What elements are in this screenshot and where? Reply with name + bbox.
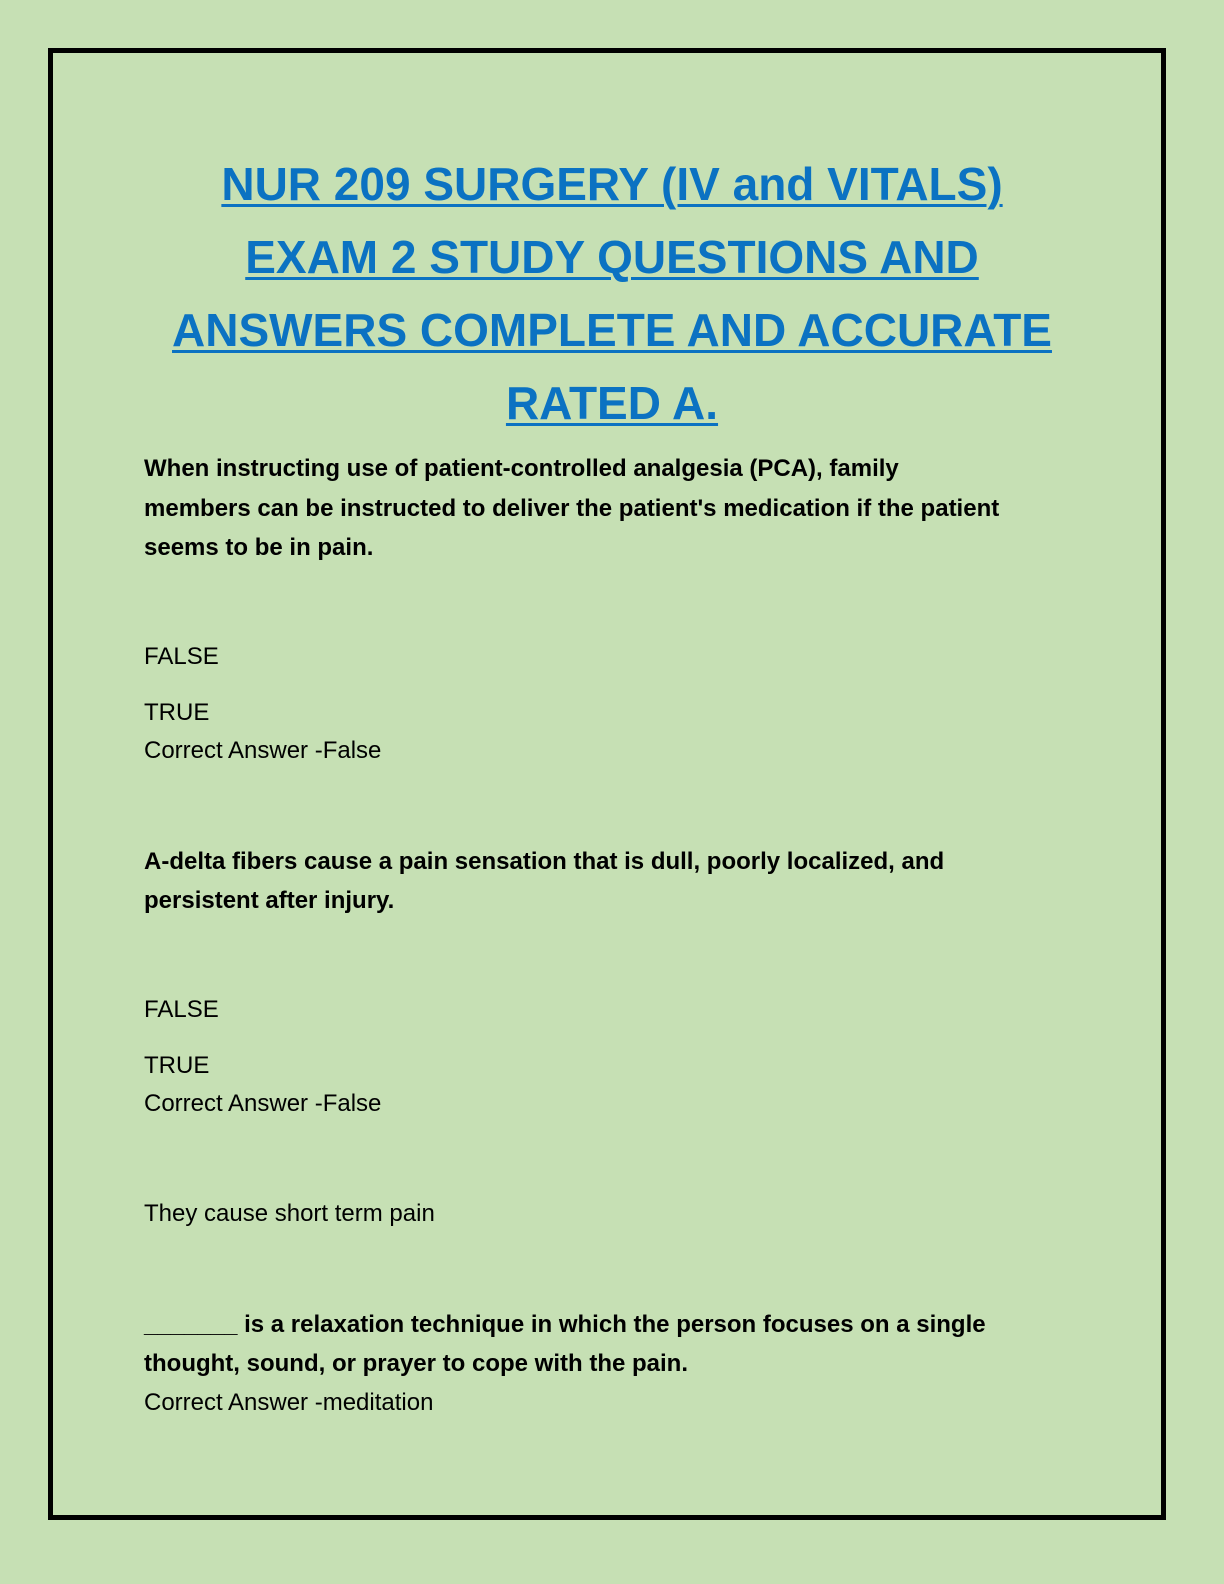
question-2-line: A-delta fibers cause a pain sensation that is dull, poorly localized, and xyxy=(144,848,945,875)
title-line: RATED A. xyxy=(505,377,719,429)
question-1-line: members can be instructed to deliver the patient's medication if the patient xyxy=(144,495,1000,522)
question-3-answer: Correct Answer -meditation xyxy=(144,1389,434,1416)
document-title xyxy=(60,148,1164,440)
question-3-line: thought, sound, or prayer to cope with the pain. xyxy=(144,1350,688,1377)
title-line: NUR 209 SURGERY (IV and VITALS) xyxy=(221,158,1003,210)
question-2-answer: Correct Answer -False xyxy=(144,1090,382,1117)
question-1-answer: Correct Answer -False xyxy=(144,737,382,764)
question-2-option-false: FALSE xyxy=(144,996,219,1023)
question-2-line: persistent after injury. xyxy=(144,887,395,914)
question-2-option-true: TRUE xyxy=(144,1052,210,1079)
question-1-line: seems to be in pain. xyxy=(144,534,374,561)
title-line: ANSWERS COMPLETE AND ACCURATE xyxy=(172,304,1052,356)
question-3-line: _______ is a relaxation technique in which the person focuses on a single xyxy=(144,1311,986,1338)
title-line: EXAM 2 STUDY QUESTIONS AND xyxy=(245,231,979,283)
question-1-option-true: TRUE xyxy=(144,699,210,726)
question-2-explanation: They cause short term pain xyxy=(144,1200,435,1227)
question-1-option-false: FALSE xyxy=(144,643,219,670)
question-1-line: When instructing use of patient-controlled analgesia (PCA), family xyxy=(144,455,899,482)
